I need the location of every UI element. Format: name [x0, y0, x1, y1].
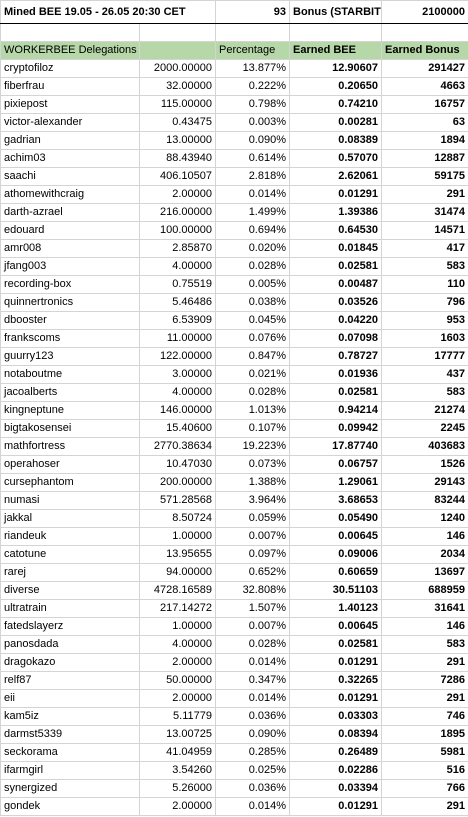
- percentage-cell[interactable]: 0.028%: [216, 258, 290, 276]
- earned-bonus-cell[interactable]: 688959: [382, 582, 468, 600]
- earned-bonus-cell[interactable]: 1603: [382, 330, 468, 348]
- percentage-cell[interactable]: 1.388%: [216, 474, 290, 492]
- delegation-cell[interactable]: 100.00000: [140, 222, 216, 240]
- delegation-cell[interactable]: 1.00000: [140, 528, 216, 546]
- earned-bee-cell[interactable]: 0.08394: [290, 726, 382, 744]
- delegation-cell[interactable]: 15.40600: [140, 420, 216, 438]
- earned-bee-cell[interactable]: 0.06757: [290, 456, 382, 474]
- table-row: [1, 762, 468, 780]
- earned-bonus-cell[interactable]: 291427: [382, 60, 468, 78]
- delegation-cell[interactable]: 2.00000: [140, 186, 216, 204]
- name-cell[interactable]: synergized: [1, 780, 140, 798]
- earned-bee-cell[interactable]: 0.26489: [290, 744, 382, 762]
- earned-bonus-cell[interactable]: 953: [382, 312, 468, 330]
- percentage-cell[interactable]: 1.499%: [216, 204, 290, 222]
- earned-bonus-cell[interactable]: 31474: [382, 204, 468, 222]
- table-row: [1, 618, 468, 636]
- earned-bee-cell[interactable]: 0.94214: [290, 402, 382, 420]
- earned-bee-cell[interactable]: 0.07098: [290, 330, 382, 348]
- table-row: [1, 168, 468, 186]
- percentage-cell[interactable]: 0.014%: [216, 690, 290, 708]
- table-row: [1, 222, 468, 240]
- percentage-cell[interactable]: 0.076%: [216, 330, 290, 348]
- delegation-cell[interactable]: 2.00000: [140, 690, 216, 708]
- percentage-cell[interactable]: 3.964%: [216, 492, 290, 510]
- earned-bonus-cell[interactable]: 29143: [382, 474, 468, 492]
- name-cell[interactable]: riandeuk: [1, 528, 140, 546]
- percentage-cell[interactable]: 13.877%: [216, 60, 290, 78]
- name-cell[interactable]: ifarmgirl: [1, 762, 140, 780]
- percentage-cell[interactable]: 0.347%: [216, 672, 290, 690]
- percentage-cell[interactable]: 0.005%: [216, 276, 290, 294]
- earned-bee-cell[interactable]: 1.39386: [290, 204, 382, 222]
- earned-bee-cell[interactable]: 0.00281: [290, 114, 382, 132]
- earned-bonus-cell[interactable]: 1240: [382, 510, 468, 528]
- bonus-value-cell[interactable]: 2100000: [382, 1, 468, 24]
- name-cell[interactable]: kingneptune: [1, 402, 140, 420]
- empty-cell[interactable]: [290, 24, 382, 42]
- empty-cell[interactable]: [1, 24, 140, 42]
- earned-bee-cell[interactable]: 0.00487: [290, 276, 382, 294]
- header-row: [1, 42, 468, 60]
- earned-bonus-cell[interactable]: 291: [382, 654, 468, 672]
- name-cell[interactable]: ultratrain: [1, 600, 140, 618]
- name-cell[interactable]: rarej: [1, 564, 140, 582]
- earned-bonus-cell[interactable]: 83244: [382, 492, 468, 510]
- name-cell[interactable]: dragokazo: [1, 654, 140, 672]
- earned-bonus-cell[interactable]: 2245: [382, 420, 468, 438]
- delegation-cell[interactable]: 122.00000: [140, 348, 216, 366]
- table-row: [1, 366, 468, 384]
- earned-bonus-cell[interactable]: 16757: [382, 96, 468, 114]
- earned-bonus-cell[interactable]: 63: [382, 114, 468, 132]
- earned-bee-cell[interactable]: 17.87740: [290, 438, 382, 456]
- table-row: [1, 132, 468, 150]
- earned-bonus-cell[interactable]: 5981: [382, 744, 468, 762]
- earned-bee-cell[interactable]: 0.00645: [290, 618, 382, 636]
- earned-bee-cell[interactable]: 2.62061: [290, 168, 382, 186]
- percentage-cell[interactable]: 0.107%: [216, 420, 290, 438]
- earned-bonus-cell[interactable]: 17777: [382, 348, 468, 366]
- earned-bee-cell[interactable]: 3.68653: [290, 492, 382, 510]
- header-delegation-cell[interactable]: [140, 42, 216, 60]
- earned-bee-cell[interactable]: 0.05490: [290, 510, 382, 528]
- name-cell[interactable]: pixiepost: [1, 96, 140, 114]
- table-row: [1, 474, 468, 492]
- table-row: [1, 294, 468, 312]
- name-cell[interactable]: mathfortress: [1, 438, 140, 456]
- table-row: [1, 564, 468, 582]
- earned-bee-cell[interactable]: 0.01291: [290, 798, 382, 816]
- percentage-cell[interactable]: 32.808%: [216, 582, 290, 600]
- table-row: [1, 546, 468, 564]
- percentage-cell[interactable]: 0.036%: [216, 780, 290, 798]
- earned-bonus-cell[interactable]: 516: [382, 762, 468, 780]
- table-row: [1, 384, 468, 402]
- percentage-cell[interactable]: 0.090%: [216, 726, 290, 744]
- delegation-cell[interactable]: 0.43475: [140, 114, 216, 132]
- table-row: [1, 582, 468, 600]
- delegation-cell[interactable]: 88.43940: [140, 150, 216, 168]
- mined-value-cell[interactable]: 93: [216, 1, 290, 24]
- percentage-cell[interactable]: 0.028%: [216, 384, 290, 402]
- earned-bee-cell[interactable]: 0.02581: [290, 636, 382, 654]
- delegation-cell[interactable]: 217.14272: [140, 600, 216, 618]
- bonus-label-cell[interactable]: Bonus (STARBIT: [290, 1, 382, 24]
- table-row: [1, 150, 468, 168]
- percentage-cell[interactable]: 0.798%: [216, 96, 290, 114]
- empty-cell[interactable]: [216, 24, 290, 42]
- earned-bonus-cell[interactable]: 291: [382, 690, 468, 708]
- percentage-cell[interactable]: 0.045%: [216, 312, 290, 330]
- percentage-cell[interactable]: 1.507%: [216, 600, 290, 618]
- delegation-cell[interactable]: 3.00000: [140, 366, 216, 384]
- table-row: [1, 420, 468, 438]
- percentage-cell[interactable]: 0.073%: [216, 456, 290, 474]
- name-cell[interactable]: operahoser: [1, 456, 140, 474]
- delegation-cell[interactable]: 115.00000: [140, 96, 216, 114]
- earned-bonus-cell[interactable]: 146: [382, 618, 468, 636]
- name-cell[interactable]: notaboutme: [1, 366, 140, 384]
- earned-bee-cell[interactable]: 0.02286: [290, 762, 382, 780]
- table-row: [1, 276, 468, 294]
- delegation-cell[interactable]: 0.75519: [140, 276, 216, 294]
- delegation-cell[interactable]: 4.00000: [140, 384, 216, 402]
- delegation-cell[interactable]: 10.47030: [140, 456, 216, 474]
- table-row: [1, 672, 468, 690]
- summary-title-cell[interactable]: Mined BEE 19.05 - 26.05 20:30 CET: [1, 1, 216, 24]
- earned-bonus-cell[interactable]: 7286: [382, 672, 468, 690]
- table-row: [1, 330, 468, 348]
- delegation-cell[interactable]: 5.26000: [140, 780, 216, 798]
- name-cell[interactable]: edouard: [1, 222, 140, 240]
- table-row: [1, 456, 468, 474]
- earned-bee-cell[interactable]: 0.57070: [290, 150, 382, 168]
- name-cell[interactable]: numasi: [1, 492, 140, 510]
- table-row: [1, 600, 468, 618]
- percentage-cell[interactable]: 0.059%: [216, 510, 290, 528]
- empty-row: [1, 24, 468, 42]
- delegation-cell[interactable]: 94.00000: [140, 564, 216, 582]
- table-row: [1, 744, 468, 762]
- percentage-cell[interactable]: 0.097%: [216, 546, 290, 564]
- name-cell[interactable]: quinnertronics: [1, 294, 140, 312]
- earned-bee-cell[interactable]: 1.40123: [290, 600, 382, 618]
- earned-bonus-cell[interactable]: 291: [382, 186, 468, 204]
- earned-bee-cell[interactable]: 0.03394: [290, 780, 382, 798]
- delegation-cell[interactable]: 13.95655: [140, 546, 216, 564]
- name-cell[interactable]: jacoalberts: [1, 384, 140, 402]
- table-row: [1, 312, 468, 330]
- name-cell[interactable]: fatedslayerz: [1, 618, 140, 636]
- earned-bonus-cell[interactable]: 583: [382, 384, 468, 402]
- earned-bee-cell[interactable]: 0.02581: [290, 384, 382, 402]
- earned-bee-cell[interactable]: 0.74210: [290, 96, 382, 114]
- delegation-cell[interactable]: 406.10507: [140, 168, 216, 186]
- earned-bonus-cell[interactable]: 766: [382, 780, 468, 798]
- delegation-cell[interactable]: 571.28568: [140, 492, 216, 510]
- table-row: [1, 96, 468, 114]
- name-cell[interactable]: cryptofiloz: [1, 60, 140, 78]
- earned-bee-cell[interactable]: 0.01291: [290, 654, 382, 672]
- table-row: [1, 636, 468, 654]
- table-row: [1, 204, 468, 222]
- name-cell[interactable]: fiberfrau: [1, 78, 140, 96]
- percentage-cell[interactable]: 0.090%: [216, 132, 290, 150]
- earned-bonus-cell[interactable]: 12887: [382, 150, 468, 168]
- earned-bonus-cell[interactable]: 583: [382, 636, 468, 654]
- name-cell[interactable]: darth-azrael: [1, 204, 140, 222]
- delegation-cell[interactable]: 32.00000: [140, 78, 216, 96]
- percentage-cell[interactable]: 0.003%: [216, 114, 290, 132]
- table-row: [1, 510, 468, 528]
- table-row: [1, 708, 468, 726]
- name-cell[interactable]: panosdada: [1, 636, 140, 654]
- name-cell[interactable]: dbooster: [1, 312, 140, 330]
- earned-bee-cell[interactable]: 0.02581: [290, 258, 382, 276]
- earned-bonus-cell[interactable]: 583: [382, 258, 468, 276]
- delegation-cell[interactable]: 2770.38634: [140, 438, 216, 456]
- earned-bonus-cell[interactable]: 110: [382, 276, 468, 294]
- percentage-cell[interactable]: 0.614%: [216, 150, 290, 168]
- delegation-cell[interactable]: 4728.16589: [140, 582, 216, 600]
- earned-bee-cell[interactable]: 0.01291: [290, 186, 382, 204]
- delegation-cell[interactable]: 2.85870: [140, 240, 216, 258]
- delegation-cell[interactable]: 2000.00000: [140, 60, 216, 78]
- delegation-cell[interactable]: 13.00725: [140, 726, 216, 744]
- empty-cell[interactable]: [140, 24, 216, 42]
- earned-bee-cell[interactable]: 0.03303: [290, 708, 382, 726]
- percentage-cell[interactable]: 0.847%: [216, 348, 290, 366]
- earned-bonus-cell[interactable]: 59175: [382, 168, 468, 186]
- name-cell[interactable]: victor-alexander: [1, 114, 140, 132]
- delegation-cell[interactable]: 200.00000: [140, 474, 216, 492]
- delegation-cell[interactable]: 146.00000: [140, 402, 216, 420]
- table-row: [1, 798, 468, 816]
- name-cell[interactable]: saachi: [1, 168, 140, 186]
- percentage-cell[interactable]: 0.020%: [216, 240, 290, 258]
- table-row: [1, 60, 468, 78]
- table-row: [1, 114, 468, 132]
- name-cell[interactable]: frankscoms: [1, 330, 140, 348]
- earned-bonus-cell[interactable]: 417: [382, 240, 468, 258]
- earned-bee-cell[interactable]: 1.29061: [290, 474, 382, 492]
- earned-bee-cell[interactable]: 0.01936: [290, 366, 382, 384]
- delegation-cell[interactable]: 3.54260: [140, 762, 216, 780]
- delegation-cell[interactable]: 13.00000: [140, 132, 216, 150]
- delegation-cell[interactable]: 6.53909: [140, 312, 216, 330]
- table-row: [1, 780, 468, 798]
- name-cell[interactable]: jakkal: [1, 510, 140, 528]
- earned-bee-cell[interactable]: 0.08389: [290, 132, 382, 150]
- table-row: [1, 492, 468, 510]
- name-cell[interactable]: amr008: [1, 240, 140, 258]
- name-cell[interactable]: diverse: [1, 582, 140, 600]
- delegation-cell[interactable]: 2.00000: [140, 798, 216, 816]
- name-cell[interactable]: guurry123: [1, 348, 140, 366]
- table-row: [1, 402, 468, 420]
- summary-row: [1, 1, 468, 24]
- earned-bee-cell[interactable]: 0.78727: [290, 348, 382, 366]
- name-cell[interactable]: gondek: [1, 798, 140, 816]
- earned-bee-cell[interactable]: 0.09006: [290, 546, 382, 564]
- name-cell[interactable]: gadrian: [1, 132, 140, 150]
- header-name-cell[interactable]: WORKERBEE Delegations: [1, 42, 140, 60]
- name-cell[interactable]: achim03: [1, 150, 140, 168]
- earned-bonus-cell[interactable]: 1894: [382, 132, 468, 150]
- percentage-cell[interactable]: 0.222%: [216, 78, 290, 96]
- delegation-cell[interactable]: 1.00000: [140, 618, 216, 636]
- delegation-cell[interactable]: 11.00000: [140, 330, 216, 348]
- table-row: [1, 438, 468, 456]
- delegation-cell[interactable]: 5.11779: [140, 708, 216, 726]
- percentage-cell[interactable]: 0.014%: [216, 186, 290, 204]
- earned-bee-cell[interactable]: 0.01291: [290, 690, 382, 708]
- earned-bonus-cell[interactable]: 1526: [382, 456, 468, 474]
- name-cell[interactable]: kam5iz: [1, 708, 140, 726]
- earned-bee-cell[interactable]: 0.03526: [290, 294, 382, 312]
- header-earned-bonus-cell[interactable]: Earned Bonus: [382, 42, 468, 60]
- percentage-cell[interactable]: 0.694%: [216, 222, 290, 240]
- earned-bee-cell[interactable]: 0.60659: [290, 564, 382, 582]
- delegation-cell[interactable]: 5.46486: [140, 294, 216, 312]
- table-row: [1, 690, 468, 708]
- table-row: [1, 186, 468, 204]
- delegation-cell[interactable]: 216.00000: [140, 204, 216, 222]
- percentage-cell[interactable]: 0.036%: [216, 708, 290, 726]
- name-cell[interactable]: eii: [1, 690, 140, 708]
- earned-bee-cell[interactable]: 0.09942: [290, 420, 382, 438]
- percentage-cell[interactable]: 0.652%: [216, 564, 290, 582]
- header-earned-bee-cell[interactable]: Earned BEE: [290, 42, 382, 60]
- earned-bee-cell[interactable]: 0.32265: [290, 672, 382, 690]
- table-row: [1, 240, 468, 258]
- earned-bee-cell[interactable]: 12.90607: [290, 60, 382, 78]
- table-row: [1, 654, 468, 672]
- earned-bonus-cell[interactable]: 13697: [382, 564, 468, 582]
- earned-bonus-cell[interactable]: 796: [382, 294, 468, 312]
- earned-bee-cell[interactable]: 0.00645: [290, 528, 382, 546]
- delegation-cell[interactable]: 50.00000: [140, 672, 216, 690]
- header-percentage-cell[interactable]: Percentage: [216, 42, 290, 60]
- name-cell[interactable]: seckorama: [1, 744, 140, 762]
- name-cell[interactable]: cursephantom: [1, 474, 140, 492]
- name-cell[interactable]: jfang003: [1, 258, 140, 276]
- earned-bee-cell[interactable]: 0.20650: [290, 78, 382, 96]
- earned-bee-cell[interactable]: 0.64530: [290, 222, 382, 240]
- earned-bonus-cell[interactable]: 146: [382, 528, 468, 546]
- name-cell[interactable]: relf87: [1, 672, 140, 690]
- delegation-cell[interactable]: 8.50724: [140, 510, 216, 528]
- name-cell[interactable]: bigtakosensei: [1, 420, 140, 438]
- percentage-cell[interactable]: 0.014%: [216, 654, 290, 672]
- delegation-cell[interactable]: 4.00000: [140, 636, 216, 654]
- delegation-cell[interactable]: 2.00000: [140, 654, 216, 672]
- percentage-cell[interactable]: 0.285%: [216, 744, 290, 762]
- earned-bonus-cell[interactable]: 14571: [382, 222, 468, 240]
- earned-bonus-cell[interactable]: 21274: [382, 402, 468, 420]
- name-cell[interactable]: athomewithcraig: [1, 186, 140, 204]
- percentage-cell[interactable]: 1.013%: [216, 402, 290, 420]
- percentage-cell[interactable]: 19.223%: [216, 438, 290, 456]
- earned-bonus-cell[interactable]: 1895: [382, 726, 468, 744]
- table-row: [1, 258, 468, 276]
- percentage-cell[interactable]: 0.014%: [216, 798, 290, 816]
- earned-bonus-cell[interactable]: 31641: [382, 600, 468, 618]
- earned-bonus-cell[interactable]: 2034: [382, 546, 468, 564]
- percentage-cell[interactable]: 0.021%: [216, 366, 290, 384]
- earned-bonus-cell[interactable]: 403683: [382, 438, 468, 456]
- earned-bonus-cell[interactable]: 437: [382, 366, 468, 384]
- percentage-cell[interactable]: 0.028%: [216, 636, 290, 654]
- table-row: [1, 348, 468, 366]
- name-cell[interactable]: catotune: [1, 546, 140, 564]
- table-row: [1, 78, 468, 96]
- earned-bonus-cell[interactable]: 746: [382, 708, 468, 726]
- earned-bee-cell[interactable]: 0.01845: [290, 240, 382, 258]
- earned-bonus-cell[interactable]: 291: [382, 798, 468, 816]
- empty-cell[interactable]: [382, 24, 468, 42]
- earned-bonus-cell[interactable]: 4663: [382, 78, 468, 96]
- percentage-cell[interactable]: 2.818%: [216, 168, 290, 186]
- table-row: [1, 726, 468, 744]
- name-cell[interactable]: darmst5339: [1, 726, 140, 744]
- percentage-cell[interactable]: 0.038%: [216, 294, 290, 312]
- table-row: [1, 528, 468, 546]
- name-cell[interactable]: recording-box: [1, 276, 140, 294]
- percentage-cell[interactable]: 0.025%: [216, 762, 290, 780]
- earned-bee-cell[interactable]: 0.04220: [290, 312, 382, 330]
- percentage-cell[interactable]: 0.007%: [216, 528, 290, 546]
- percentage-cell[interactable]: 0.007%: [216, 618, 290, 636]
- earned-bee-cell[interactable]: 30.51103: [290, 582, 382, 600]
- delegation-cell[interactable]: 41.04959: [140, 744, 216, 762]
- delegation-cell[interactable]: 4.00000: [140, 258, 216, 276]
